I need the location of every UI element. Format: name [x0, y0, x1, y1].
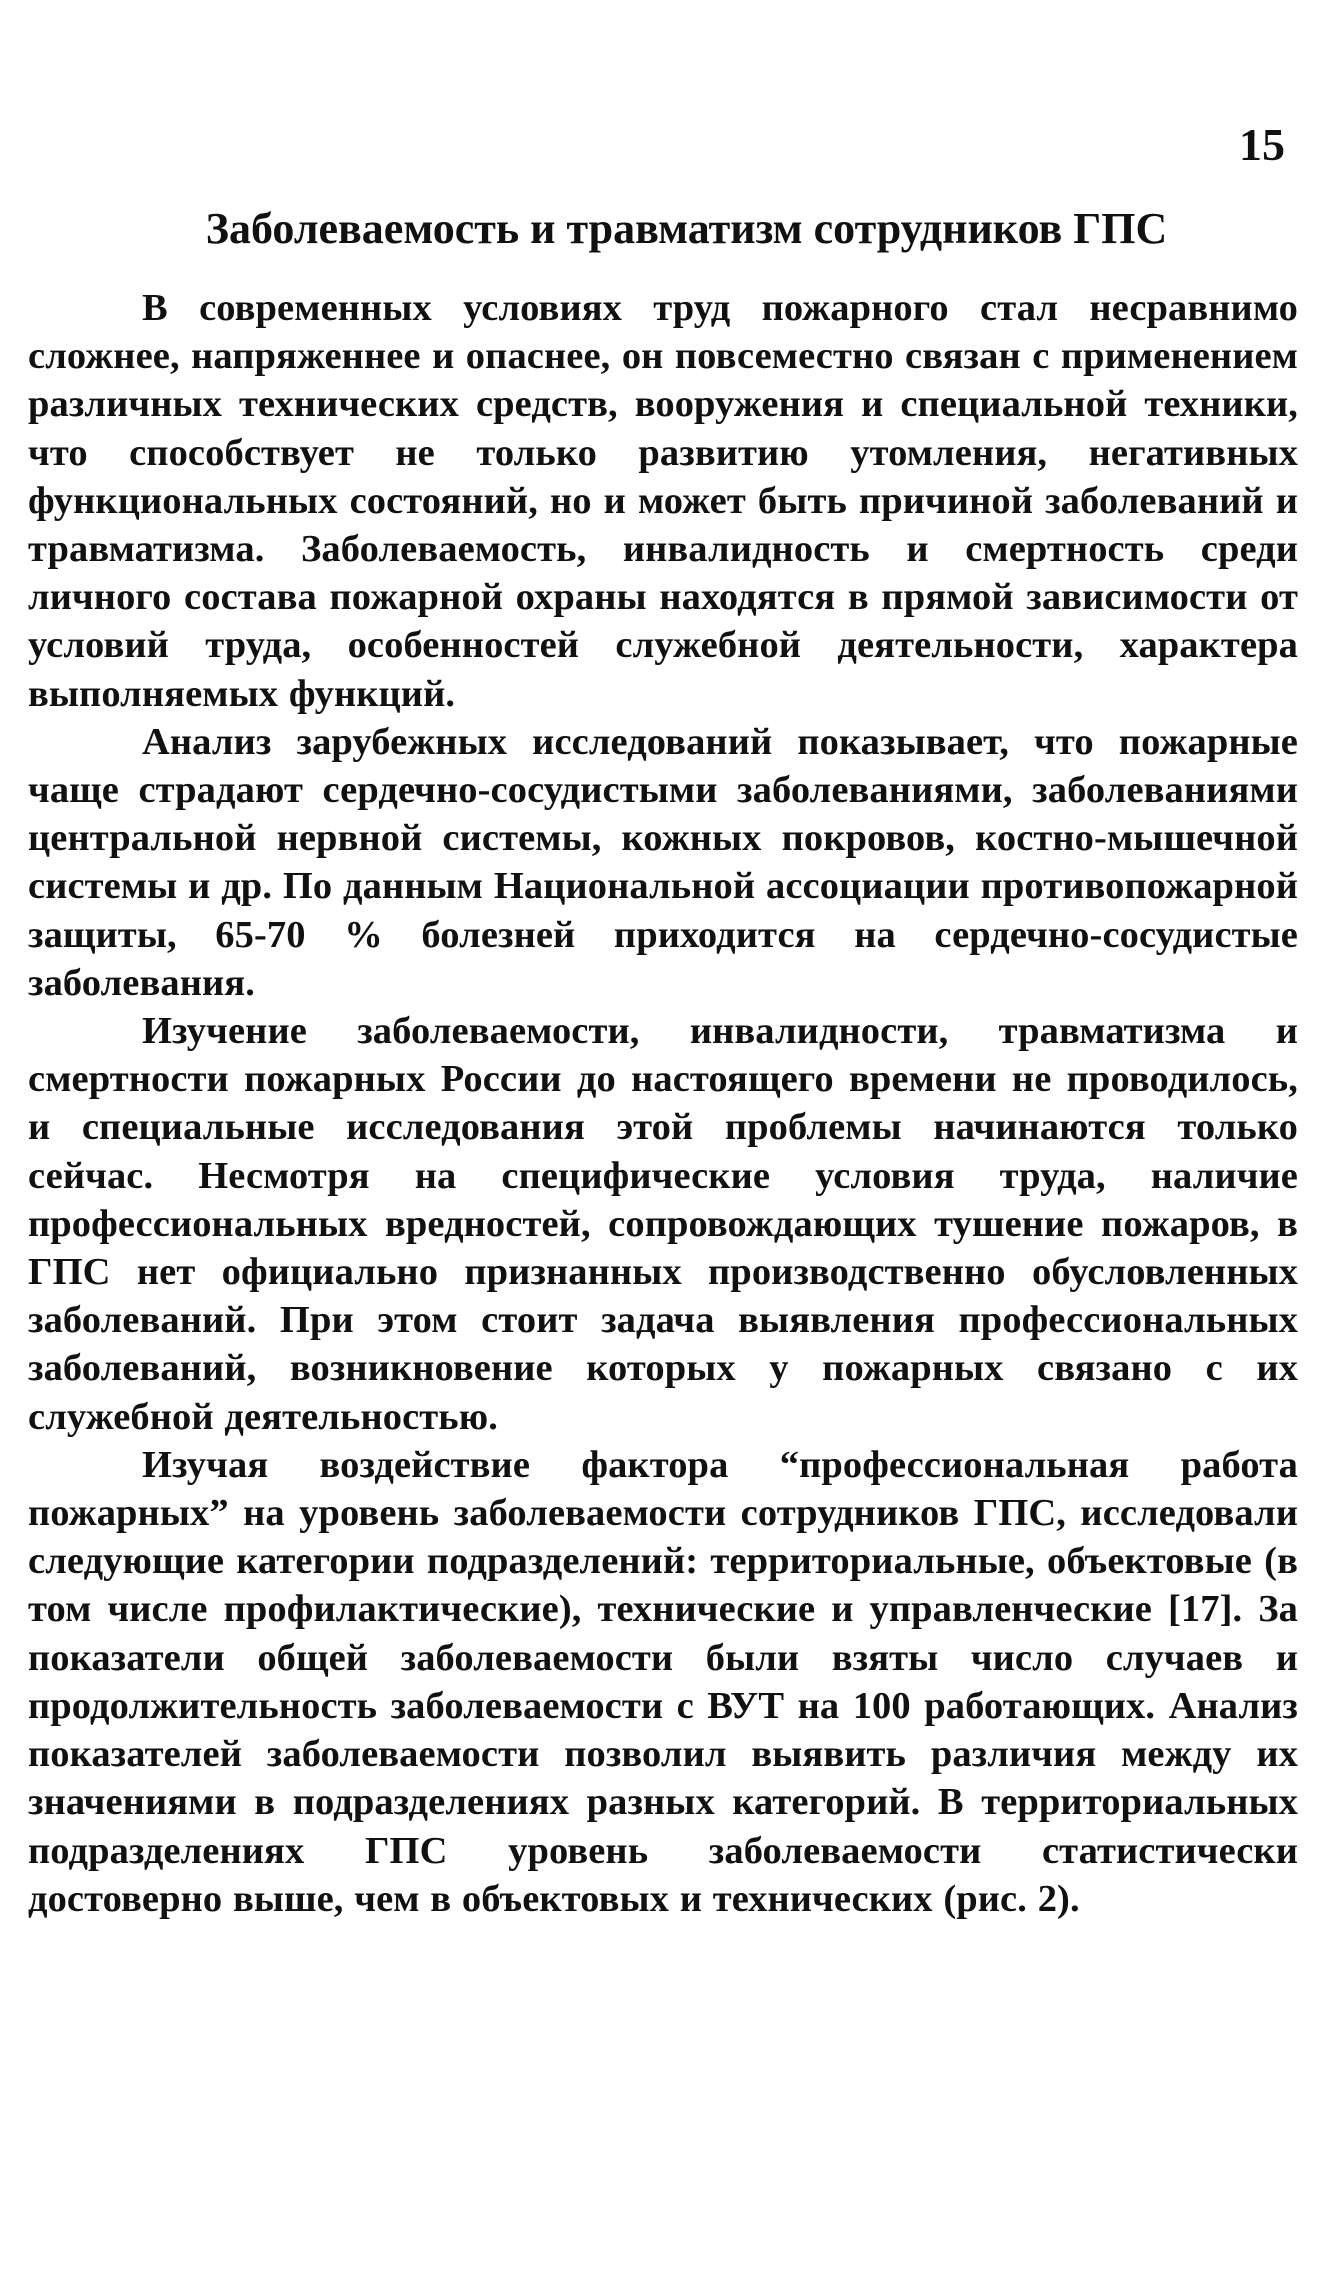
section-title: Заболеваемость и травматизм сотрудников ГПС — [205, 204, 1168, 253]
page-number: 15 — [1239, 119, 1285, 170]
paragraph: Изучение заболеваемости, инвалидности, травматизма и смертности пожарных России до настоящего времени не проводилось, и специальные исследования этой проблемы начинаются только сейчас. Несмотря на специфические условия труда, наличие профессиональных вредностей, сопровождающих тушение пожаров, в ГПС нет официально признанных производственно обусловленных заболеваний. При этом стоит задача выявления профессиональных заболеваний, возникновение которых у пожарных связано с их служебной деятельностью. — [28, 1010, 1298, 1438]
paragraph: Анализ зарубежных исследований показывает, что пожарные чаще страдают сердечно-сосудистыми заболеваниями, заболеваниями центральной нервной системы, кожных покровов, костно-мышечной системы и др. По данным Национальной ассоциации противопожарной защиты, 65-70 % болезней приходится на сердечно-сосудистые заболевания. — [28, 720, 1298, 1004]
body-text — [28, 284, 1298, 1923]
paragraph: В современных условиях труд пожарного стал несравнимо сложнее, напряженнее и опаснее, он повсеместно связан с применением различных технических средств, вооружения и специальной техники, что способствует не только развитию утомления, негативных функциональных состояний, но и может быть причиной заболеваний и травматизма. Заболеваемость, инвалидность и смертность среди личного состава пожарной охраны находятся в прямой зависимости от условий труда, особенностей служебной деятельности, характера выполняемых функций. — [28, 287, 1298, 715]
paragraph: Изучая воздействие фактора “профессиональная работа пожарных” на уровень заболеваемости сотрудников ГПС, исследовали следующие категории подразделений: территориальные, объектовые (в том числе профилактические), технические и управленческие [17]. За показатели общей заболеваемости были взяты число случаев и продолжительность заболеваемости с ВУТ на 100 работающих. Анализ показателей заболеваемости позволил выявить различия между их значениями в подразделениях разных категорий. В территориальных подразделениях ГПС уровень заболеваемости статистически достоверно выше, чем в объектовых и технических (рис. 2). — [28, 1443, 1298, 1920]
